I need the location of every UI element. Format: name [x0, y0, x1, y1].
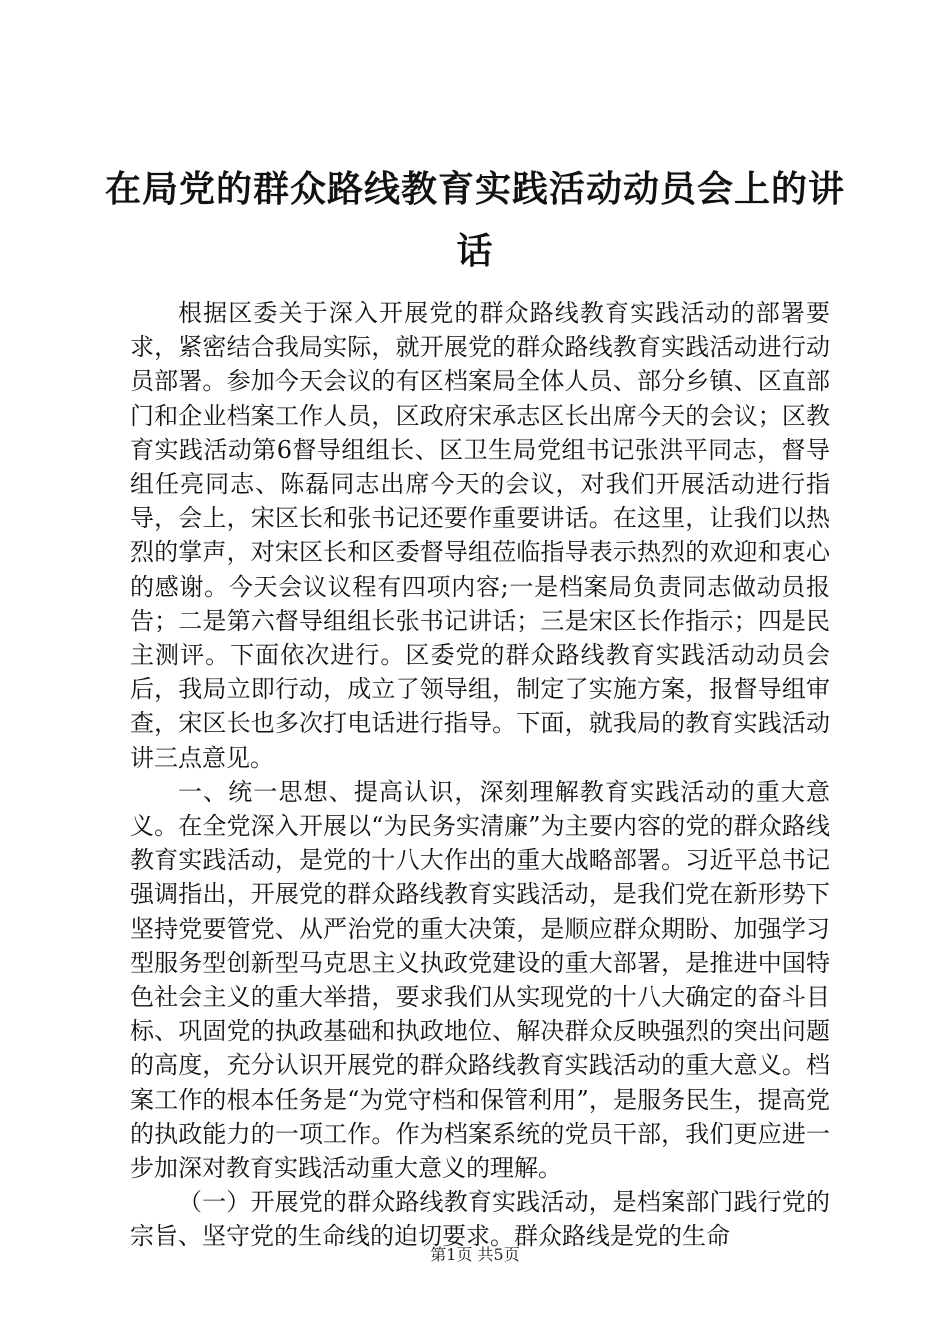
paragraph-subsection-one: （一）开展党的群众路线教育实践活动，是档案部门践行党的宗旨、坚守党的生命线的迫切要求。群众路线是党的生命	[130, 1188, 830, 1251]
document-title: 在局党的群众路线教育实践活动动员会上的讲话	[104, 168, 845, 272]
document-body	[130, 296, 830, 1254]
paragraph-section-one: 一、统一思想、提高认识，深刻理解教育实践活动的重大意义。在全党深入开展以“为民务实清廉”为主要内容的党的群众路线教育实践活动，是党的十八大作出的重大战略部署。习近平总书记强调指出，开展党的群众路线教育实践活动，是我们党在新形势下坚持党要管党、从严治党的重大决策，是顺应群众期盼、加强学习型服务型创新型马克思主义执政党建设的重大部署，是推进中国特色社会主义的重大举措，要求我们从实现党的十八大确定的奋斗目标、巩固党的执政基础和执政地位、解决群众反映强烈的突出问题的高度，充分认识开展党的群众路线教育实践活动的重大意义。档案工作的根本任务是“为党守档和保管利用”，是服务民生，提高党的执政能力的一项工作。作为档案系统的党员干部，我们更应进一步加深对教育实践活动重大意义的理解。	[130, 777, 830, 1183]
page-number-footer: 第1页 共5页	[430, 1245, 520, 1264]
paragraph-intro: 根据区委关于深入开展党的群众路线教育实践活动的部署要求，紧密结合我局实际，就开展党的群众路线教育实践活动进行动员部署。参加今天会议的有区档案局全体人员、部分乡镇、区直部门和企业档案工作人员，区政府宋承志区长出席今天的会议；区教育实践活动第6督导组组长、区卫生局党组书记张洪平同志，督导组任亮同志、陈磊同志出席今天的会议，对我们开展活动进行指导，会上，宋区长和张书记还要作重要讲话。在这里，让我们以热烈的掌声，对宋区长和区委督导组莅临指导表示热烈的欢迎和衷心的感谢。今天会议议程有四项内容;一是档案局负责同志做动员报告；二是第六督导组组长张书记讲话；三是宋区长作指示；四是民主测评。下面依次进行。区委党的群众路线教育实践活动动员会后，我局立即行动，成立了领导组，制定了实施方案，报督导组审查，宋区长也多次打电话进行指导。下面，就我局的教育实践活动讲三点意见。	[130, 299, 830, 772]
